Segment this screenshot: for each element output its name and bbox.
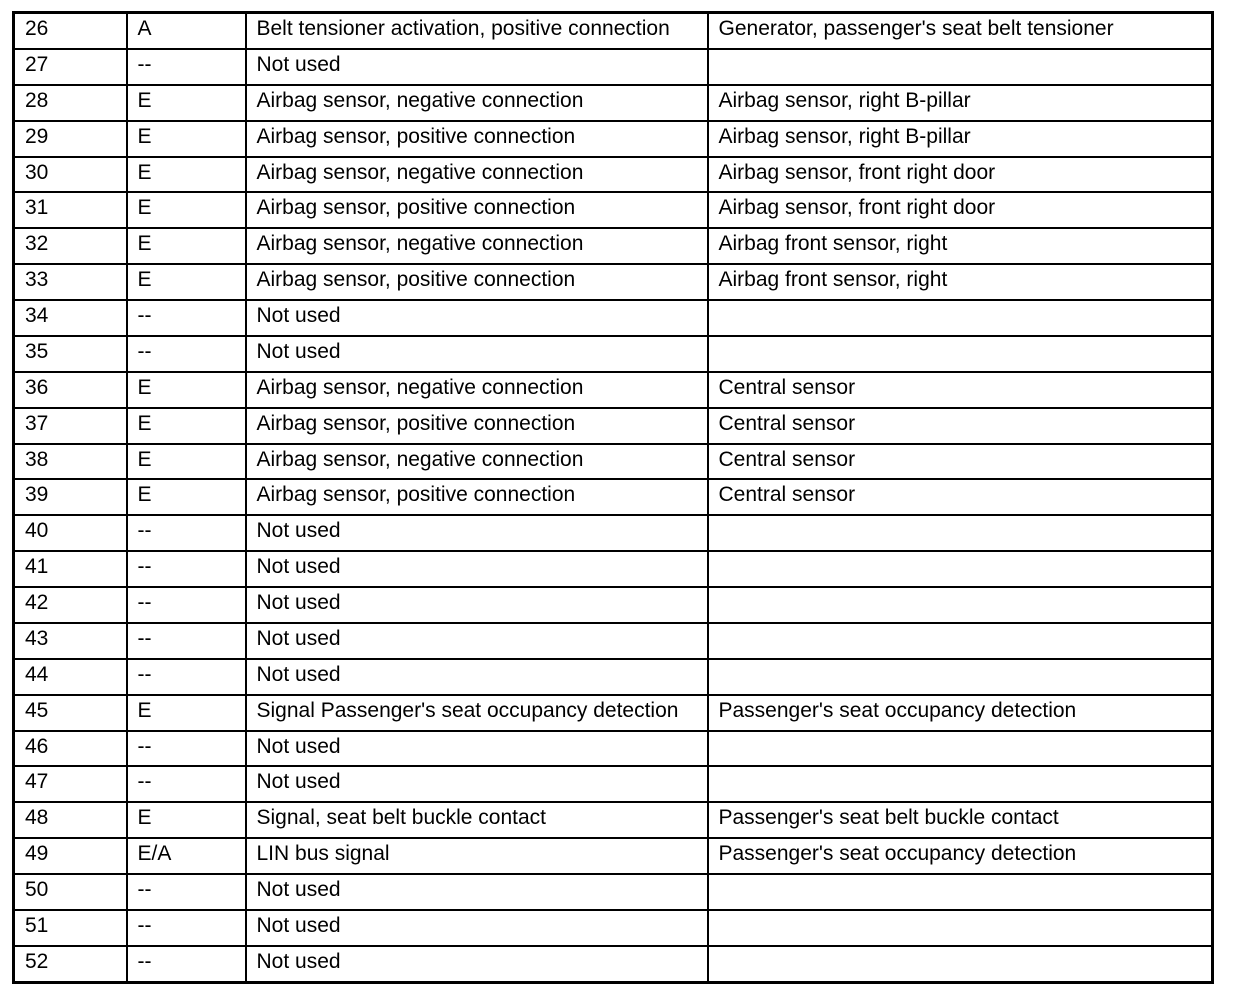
component-cell: [708, 731, 1213, 767]
component-cell: Passenger's seat belt buckle contact: [708, 802, 1213, 838]
pin-number-cell: 36: [14, 372, 127, 408]
component-cell: Central sensor: [708, 479, 1213, 515]
function-cell: Airbag sensor, negative connection: [246, 372, 708, 408]
function-cell: Signal Passenger's seat occupancy detection: [246, 695, 708, 731]
function-cell: Not used: [246, 587, 708, 623]
component-cell: Generator, passenger's seat belt tensioner: [708, 13, 1213, 49]
table-row: [14, 946, 1213, 982]
pin-type-cell: E: [127, 444, 246, 480]
table-row: [14, 659, 1213, 695]
pin-type-cell: --: [127, 587, 246, 623]
pin-type-cell: E: [127, 157, 246, 193]
component-cell: Airbag sensor, front right door: [708, 157, 1213, 193]
component-cell: Passenger's seat occupancy detection: [708, 838, 1213, 874]
table-row: [14, 300, 1213, 336]
function-cell: Signal, seat belt buckle contact: [246, 802, 708, 838]
pin-type-cell: --: [127, 874, 246, 910]
function-cell: Airbag sensor, negative connection: [246, 444, 708, 480]
table-row: [14, 587, 1213, 623]
pin-number-cell: 42: [14, 587, 127, 623]
function-cell: Airbag sensor, negative connection: [246, 157, 708, 193]
component-cell: Central sensor: [708, 372, 1213, 408]
pin-type-cell: --: [127, 659, 246, 695]
table-row: [14, 444, 1213, 480]
component-cell: [708, 587, 1213, 623]
component-cell: Airbag sensor, right B-pillar: [708, 121, 1213, 157]
table-row: [14, 157, 1213, 193]
function-cell: Airbag sensor, positive connection: [246, 121, 708, 157]
table-row: [14, 838, 1213, 874]
function-cell: LIN bus signal: [246, 838, 708, 874]
pin-type-cell: --: [127, 515, 246, 551]
pin-type-cell: E: [127, 264, 246, 300]
component-cell: Airbag front sensor, right: [708, 264, 1213, 300]
pin-number-cell: 51: [14, 910, 127, 946]
pin-number-cell: 48: [14, 802, 127, 838]
pin-type-cell: E: [127, 695, 246, 731]
pin-number-cell: 28: [14, 85, 127, 121]
component-cell: Passenger's seat occupancy detection: [708, 695, 1213, 731]
function-cell: Not used: [246, 946, 708, 982]
function-cell: Not used: [246, 300, 708, 336]
pin-table-body: [14, 13, 1213, 983]
table-row: [14, 515, 1213, 551]
pin-number-cell: 33: [14, 264, 127, 300]
pin-assignment-table: [12, 11, 1214, 984]
component-cell: Airbag sensor, right B-pillar: [708, 85, 1213, 121]
pin-type-cell: --: [127, 946, 246, 982]
table-row: [14, 874, 1213, 910]
pin-number-cell: 52: [14, 946, 127, 982]
component-cell: [708, 766, 1213, 802]
function-cell: Not used: [246, 874, 708, 910]
function-cell: Airbag sensor, positive connection: [246, 479, 708, 515]
function-cell: Not used: [246, 659, 708, 695]
table-row: [14, 264, 1213, 300]
component-cell: [708, 49, 1213, 85]
table-row: [14, 336, 1213, 372]
pin-type-cell: --: [127, 49, 246, 85]
pin-type-cell: --: [127, 731, 246, 767]
pin-type-cell: --: [127, 623, 246, 659]
pin-type-cell: --: [127, 300, 246, 336]
function-cell: Belt tensioner activation, positive connection: [246, 13, 708, 49]
function-cell: Airbag sensor, positive connection: [246, 408, 708, 444]
table-row: [14, 13, 1213, 49]
pin-type-cell: E: [127, 802, 246, 838]
component-cell: [708, 551, 1213, 587]
pin-number-cell: 50: [14, 874, 127, 910]
table-row: [14, 408, 1213, 444]
pin-number-cell: 46: [14, 731, 127, 767]
function-cell: Airbag sensor, positive connection: [246, 192, 708, 228]
pin-number-cell: 26: [14, 13, 127, 49]
pin-number-cell: 32: [14, 228, 127, 264]
pin-number-cell: 31: [14, 192, 127, 228]
table-row: [14, 551, 1213, 587]
pin-type-cell: E/A: [127, 838, 246, 874]
table-row: [14, 479, 1213, 515]
component-cell: [708, 623, 1213, 659]
function-cell: Not used: [246, 515, 708, 551]
pin-number-cell: 41: [14, 551, 127, 587]
component-cell: [708, 659, 1213, 695]
pin-number-cell: 27: [14, 49, 127, 85]
table-row: [14, 910, 1213, 946]
function-cell: Not used: [246, 336, 708, 372]
component-cell: [708, 300, 1213, 336]
function-cell: Airbag sensor, positive connection: [246, 264, 708, 300]
pin-number-cell: 47: [14, 766, 127, 802]
pin-number-cell: 43: [14, 623, 127, 659]
table-row: [14, 228, 1213, 264]
component-cell: [708, 874, 1213, 910]
function-cell: Airbag sensor, negative connection: [246, 85, 708, 121]
pin-type-cell: --: [127, 910, 246, 946]
table-row: [14, 731, 1213, 767]
table-row: [14, 85, 1213, 121]
function-cell: Not used: [246, 49, 708, 85]
pin-number-cell: 30: [14, 157, 127, 193]
pin-number-cell: 40: [14, 515, 127, 551]
table-row: [14, 802, 1213, 838]
component-cell: [708, 336, 1213, 372]
function-cell: Not used: [246, 623, 708, 659]
table-row: [14, 192, 1213, 228]
table-row: [14, 49, 1213, 85]
pin-type-cell: --: [127, 551, 246, 587]
pin-number-cell: 38: [14, 444, 127, 480]
table-row: [14, 695, 1213, 731]
table-row: [14, 121, 1213, 157]
pin-number-cell: 49: [14, 838, 127, 874]
component-cell: Airbag front sensor, right: [708, 228, 1213, 264]
table-row: [14, 372, 1213, 408]
function-cell: Not used: [246, 731, 708, 767]
pin-type-cell: --: [127, 336, 246, 372]
pin-type-cell: --: [127, 766, 246, 802]
pin-type-cell: E: [127, 121, 246, 157]
pin-type-cell: E: [127, 372, 246, 408]
component-cell: [708, 515, 1213, 551]
function-cell: Airbag sensor, negative connection: [246, 228, 708, 264]
pin-type-cell: E: [127, 479, 246, 515]
component-cell: Central sensor: [708, 444, 1213, 480]
pin-number-cell: 37: [14, 408, 127, 444]
pin-number-cell: 39: [14, 479, 127, 515]
table-row: [14, 766, 1213, 802]
pin-number-cell: 34: [14, 300, 127, 336]
component-cell: Airbag sensor, front right door: [708, 192, 1213, 228]
function-cell: Not used: [246, 551, 708, 587]
pin-type-cell: A: [127, 13, 246, 49]
pin-number-cell: 29: [14, 121, 127, 157]
pin-number-cell: 44: [14, 659, 127, 695]
component-cell: Central sensor: [708, 408, 1213, 444]
function-cell: Not used: [246, 910, 708, 946]
component-cell: [708, 910, 1213, 946]
table-row: [14, 623, 1213, 659]
pin-type-cell: E: [127, 408, 246, 444]
pin-type-cell: E: [127, 85, 246, 121]
pin-type-cell: E: [127, 228, 246, 264]
function-cell: Not used: [246, 766, 708, 802]
component-cell: [708, 946, 1213, 982]
pin-type-cell: E: [127, 192, 246, 228]
pin-number-cell: 35: [14, 336, 127, 372]
pin-number-cell: 45: [14, 695, 127, 731]
